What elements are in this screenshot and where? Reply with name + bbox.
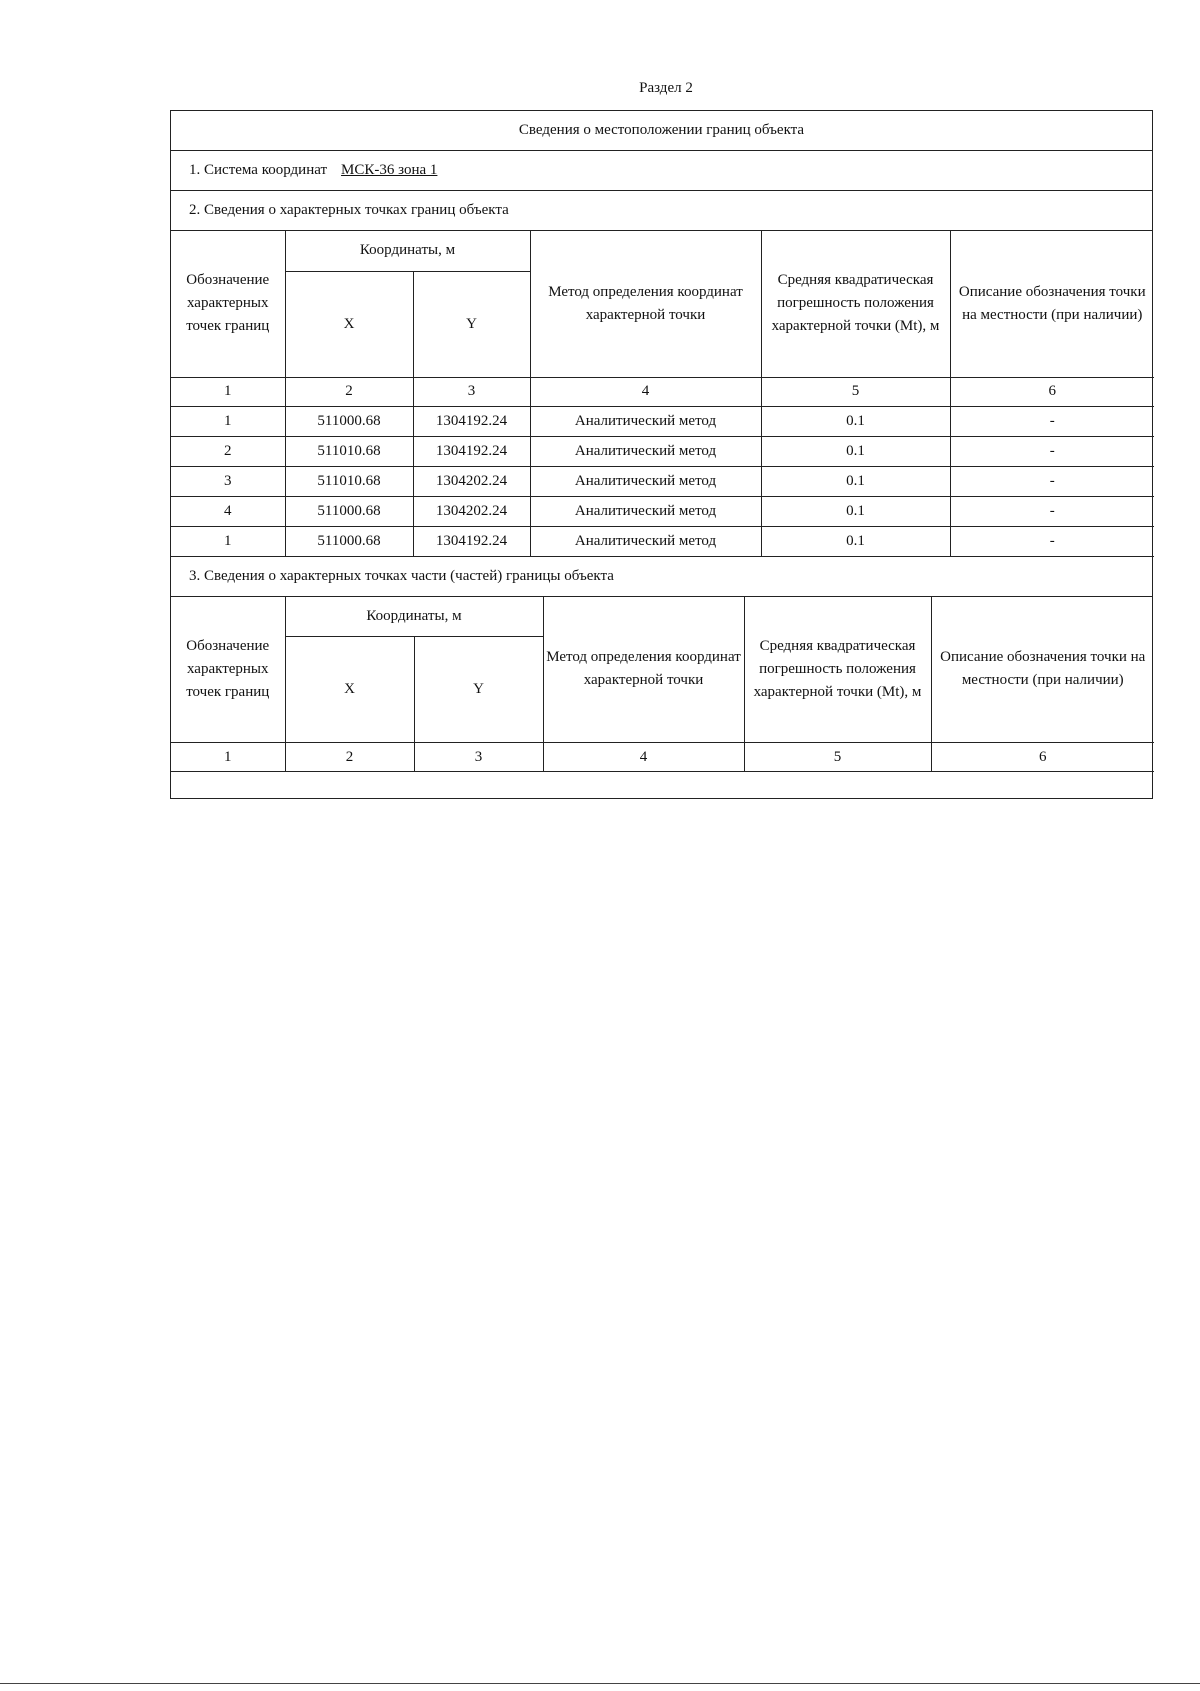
- boundary-info-form: [170, 110, 1153, 799]
- y-cell: 1304192.24: [413, 526, 530, 556]
- column-number-row: [171, 743, 1154, 772]
- column-number: 4: [543, 743, 744, 772]
- error-cell: 0.1: [761, 406, 950, 436]
- column-number: 3: [413, 377, 530, 406]
- table-row: [171, 466, 1154, 496]
- y-cell: 1304202.24: [413, 466, 530, 496]
- header-error: Средняя квадратическая погрешность положения характерной точки (Mt), м: [744, 597, 931, 743]
- y-cell: 1304202.24: [413, 496, 530, 526]
- parts-table: [171, 597, 1154, 773]
- header-x: X: [285, 271, 413, 377]
- header-error: Средняя квадратическая погрешность положения характерной точки (Mt), м: [761, 231, 950, 377]
- method-cell: Аналитический метод: [530, 526, 761, 556]
- header-y: Y: [414, 637, 543, 743]
- header-description: Описание обозначения точки на местности (при наличии): [950, 231, 1154, 377]
- header-coordinates: Координаты, м: [285, 597, 543, 637]
- header-description: Описание обозначения точки на местности (при наличии): [931, 597, 1154, 743]
- column-number: 2: [285, 377, 413, 406]
- column-number: 1: [171, 743, 285, 772]
- y-cell: 1304192.24: [413, 406, 530, 436]
- method-cell: Аналитический метод: [530, 496, 761, 526]
- point-cell: 4: [171, 496, 285, 526]
- x-cell: 511000.68: [285, 526, 413, 556]
- description-cell: -: [950, 406, 1154, 436]
- column-number: 5: [761, 377, 950, 406]
- main-header: Сведения о местоположении границ объекта: [171, 111, 1152, 151]
- description-cell: -: [950, 496, 1154, 526]
- error-cell: 0.1: [761, 436, 950, 466]
- y-cell: 1304192.24: [413, 436, 530, 466]
- column-number: 5: [744, 743, 931, 772]
- header-x: X: [285, 637, 414, 743]
- method-cell: Аналитический метод: [530, 406, 761, 436]
- coord-system-label: 1. Система координат: [189, 162, 328, 178]
- empty-row: [171, 772, 1152, 798]
- coord-system-row: [171, 151, 1152, 191]
- header-designation: Обозначение характерных точек границ: [171, 597, 285, 743]
- header-coordinates: Координаты, м: [285, 231, 530, 271]
- column-number: 3: [414, 743, 543, 772]
- description-cell: -: [950, 436, 1154, 466]
- x-cell: 511000.68: [285, 406, 413, 436]
- parts-section-title: 3. Сведения о характерных точках части (частей) границы объекта: [171, 557, 1152, 597]
- header-method: Метод определения координат характерной точки: [543, 597, 744, 743]
- column-number: 6: [950, 377, 1154, 406]
- error-cell: 0.1: [761, 466, 950, 496]
- header-y: Y: [413, 271, 530, 377]
- column-number: 6: [931, 743, 1154, 772]
- method-cell: Аналитический метод: [530, 436, 761, 466]
- section-title: Раздел 2: [639, 80, 693, 96]
- error-cell: 0.1: [761, 496, 950, 526]
- error-cell: 0.1: [761, 526, 950, 556]
- point-cell: 1: [171, 406, 285, 436]
- method-cell: Аналитический метод: [530, 466, 761, 496]
- header-method: Метод определения координат характерной точки: [530, 231, 761, 377]
- point-cell: 3: [171, 466, 285, 496]
- table-row: [171, 436, 1154, 466]
- header-designation: Обозначение характерных точек границ: [171, 231, 285, 377]
- points-table: [171, 231, 1154, 557]
- point-cell: 2: [171, 436, 285, 466]
- page-bottom-line: [0, 1683, 1200, 1684]
- description-cell: -: [950, 466, 1154, 496]
- points-section-title: 2. Сведения о характерных точках границ объекта: [171, 191, 1152, 231]
- column-number-row: [171, 377, 1154, 406]
- x-cell: 511000.68: [285, 496, 413, 526]
- table-row: [171, 496, 1154, 526]
- x-cell: 511010.68: [285, 466, 413, 496]
- column-number: 4: [530, 377, 761, 406]
- point-cell: 1: [171, 526, 285, 556]
- x-cell: 511010.68: [285, 436, 413, 466]
- coord-system-value: МСК-36 зона 1: [341, 162, 438, 178]
- table-row: [171, 526, 1154, 556]
- description-cell: -: [950, 526, 1154, 556]
- column-number: 2: [285, 743, 414, 772]
- table-row: [171, 406, 1154, 436]
- column-number: 1: [171, 377, 285, 406]
